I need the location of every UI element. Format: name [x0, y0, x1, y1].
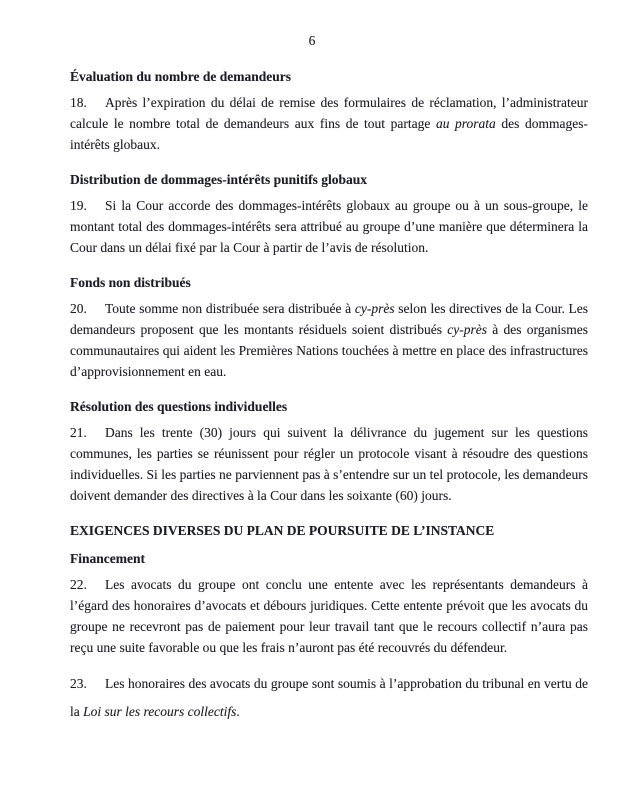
paragraph-number: 18. — [70, 95, 87, 110]
section-heading: Distribution de dommages-intérêts punitifs globaux — [70, 172, 368, 187]
paragraph-number: 22. — [70, 577, 87, 592]
paragraph — [70, 670, 588, 726]
section-heading: Évaluation du nombre de demandeurs — [70, 69, 292, 84]
text-segment: Les avocats du groupe ont conclu une entente avec les représentants demandeurs à l’égard des honoraires d’avocats et débours juridiques. Cette entente prévoit que les avocats du groupe ne recevront pas de paiement pour leur travail tant que le recours collectif n’aura pas reçu une suite favorable ou que les frais n’auront pas été recouvrés du défendeur. — [70, 577, 588, 655]
paragraph-number: 19. — [70, 198, 87, 213]
section-heading: Résolution des questions individuelles — [70, 399, 288, 414]
page-number: 6 — [308, 33, 316, 48]
paragraph-number: 21. — [70, 425, 87, 440]
text-segment: à des organismes communautaires qui aident les Premières Nations touchées à mettre en place des infrastructures d’approvisionnement en eau. — [70, 322, 589, 379]
text-segment: selon les directives de la Cour. Les demandeurs proposent que les montants résiduels soient distribués — [70, 301, 588, 337]
text-segment: Après l’expiration du délai de remise des formulaires de réclamation, l’administrateur calcule le nombre total de demandeurs aux fins de tout partage — [70, 95, 588, 131]
paragraph-number: 20. — [70, 301, 87, 316]
paragraph-number: 23. — [70, 676, 87, 691]
text-segment: . — [236, 704, 240, 719]
text-segment: Loi sur les recours collectifs — [83, 704, 237, 719]
text-segment: au prorata — [435, 116, 496, 131]
paragraph — [70, 92, 588, 155]
section-heading: Financement — [70, 551, 145, 566]
paragraph — [70, 195, 588, 258]
text-segment: cy-près — [354, 301, 395, 316]
paragraph — [70, 422, 588, 506]
paragraph — [70, 574, 588, 658]
text-segment: Les honoraires des avocats du groupe sont soumis à l’approbation du tribunal en vertu de la — [70, 676, 588, 719]
text-segment: cy-près — [447, 322, 487, 337]
text-segment: Toute somme non distribuée sera distribuée à — [105, 301, 355, 316]
section-heading: Fonds non distribués — [70, 275, 191, 290]
paragraph — [70, 298, 588, 382]
text-segment: Si la Cour accorde des dommages-intérêts globaux au groupe ou à un sous-groupe, le montant total des dommages-intérêts sera attribué au groupe d’une manière que déterminera la Cour dans un délai fixé par la Cour à partir de l’avis de résolution. — [70, 198, 588, 255]
main-section-heading: EXIGENCES DIVERSES DU PLAN DE POURSUITE DE L’INSTANCE — [70, 523, 495, 538]
text-segment: des dommages-intérêts globaux. — [70, 116, 588, 152]
text-segment: Dans les trente (30) jours qui suivent la délivrance du jugement sur les questions communes, les parties se réunissent pour régler un protocole visant à résoudre des questions individuelles. Si les parties ne parviennent pas à s’entendre sur un tel protocole, les demandeurs doivent demander des directives à la Cour dans les soixante (60) jours. — [70, 425, 588, 503]
document-content — [70, 66, 588, 726]
